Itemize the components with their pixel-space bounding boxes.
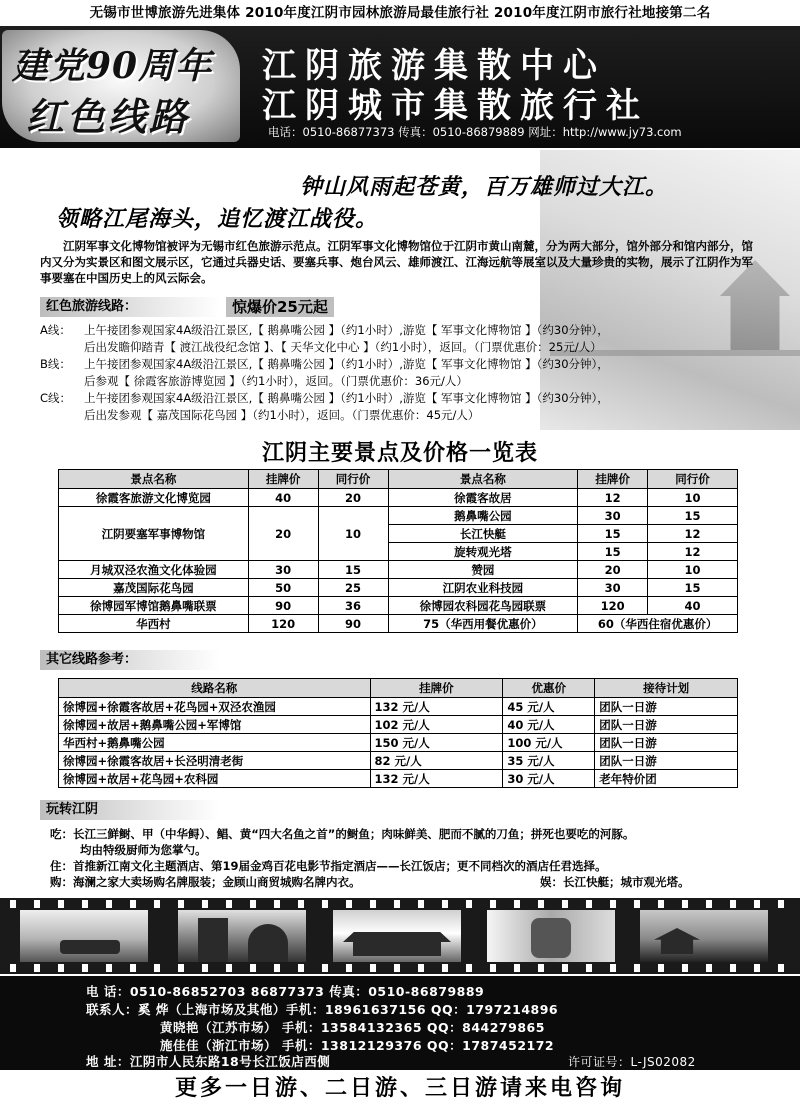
cell: 10 — [648, 561, 738, 579]
cell: 50 — [248, 579, 318, 597]
cell: 45 元/人 — [503, 698, 595, 716]
col-header: 挂牌价 — [248, 470, 318, 489]
cell: 20 — [318, 489, 388, 507]
cell: 120 — [248, 615, 318, 633]
col-header: 接待计划 — [595, 679, 738, 698]
slogan-line1: 钟山风雨起苍黄，百万雄师过大江。 — [300, 174, 669, 200]
header-contact: 电话：0510-86877373 传真：0510-86879889 网址：http://www.jy73.com — [268, 125, 682, 139]
film-holes-top — [0, 900, 800, 908]
org-name-2: 江阴城市集散旅行社 — [262, 86, 649, 126]
cell: 华西村 — [59, 615, 249, 633]
cell: 15 — [648, 579, 738, 597]
cell: 36 — [318, 597, 388, 615]
route-a-line1: A线： 上午接团参观国家4A级沿江景区,【 鹅鼻嘴公园 】（约1小时）,游览【 军事文化博物馆 】（约30分钟）， — [40, 323, 609, 337]
cell: 徐霞客故居 — [388, 489, 578, 507]
col-header: 景点名称 — [388, 470, 578, 489]
table-header-row — [59, 679, 738, 698]
honors-banner: 无锡市世博旅游先进集体 2010年度江阴市园林旅游局最佳旅行社 2010年度江阴市旅行社地接第二名 — [89, 5, 711, 21]
photo-stone-stele — [487, 910, 615, 962]
route-c-line1: C线： 上午接团参观国家4A级沿江景区,【 鹅鼻嘴公园 】（约1小时）,游览【 军事文化博物馆 】（约30分钟）， — [40, 391, 609, 405]
bottom-slogan: 更多一日游、二日游、三日游请来电咨询 — [174, 1076, 625, 1100]
cell: 12 — [648, 543, 738, 561]
cell: 团队一日游 — [595, 734, 738, 752]
table-row — [59, 561, 738, 579]
footer-contact-2: 黄晓艳（江苏市场） 手机：13584132365 QQ：844279865 — [160, 1020, 545, 1035]
cell: 20 — [248, 507, 318, 561]
cell: 赞园 — [388, 561, 578, 579]
table-row — [59, 734, 738, 752]
table-header-row — [59, 470, 738, 489]
cell: 老年特价团 — [595, 770, 738, 788]
col-header: 同行价 — [648, 470, 738, 489]
col-header: 同行价 — [318, 470, 388, 489]
cell: 徐博园+故居+鹅鼻嘴公园+军博馆 — [59, 716, 371, 734]
photo-film-strip — [0, 898, 800, 974]
cell: 60（华西住宿优惠价） — [578, 615, 738, 633]
cell: 月城双泾农渔文化体验园 — [59, 561, 249, 579]
col-header: 优惠价 — [503, 679, 595, 698]
cell: 12 — [648, 525, 738, 543]
table-row — [59, 507, 738, 525]
spots-table-title: 江阴主要景点及价格一览表 — [261, 441, 538, 466]
footer-address: 地 址：江阴市人民东路18号长江饭店西侧 — [86, 1054, 331, 1069]
cell: 华西村+鹅鼻嘴公园 — [59, 734, 371, 752]
cell: 90 — [318, 615, 388, 633]
stay-text: 住：首推新江南文化主题酒店、第19届金鸡百花电影节指定酒店——长江饭店；更不同档次的酒店任君选择。 — [50, 859, 607, 873]
cell: 12 — [578, 489, 648, 507]
col-header: 景点名称 — [59, 470, 249, 489]
photo-tower-sunset — [640, 910, 768, 962]
cell: 鹅鼻嘴公园 — [388, 507, 578, 525]
red-routes-list — [40, 322, 780, 424]
footer-contact — [0, 976, 800, 1070]
photo-pavilion — [333, 910, 461, 962]
cell: 旋转观光塔 — [388, 543, 578, 561]
cell: 35 元/人 — [503, 752, 595, 770]
header — [0, 26, 800, 148]
route-b-line1: B线： 上午接团参观国家4A级沿江景区,【 鹅鼻嘴公园 】（约1小时）,游览【 军事文化博物馆 】（约30分钟）， — [40, 357, 609, 371]
badge-line1: 建党90周年 — [12, 45, 213, 87]
cell: 75（华西用餐优惠价） — [388, 615, 578, 633]
table-row — [59, 579, 738, 597]
route-c-line2: 后出发参观【 嘉茂国际花鸟园 】（约1小时），返回。（门票优惠价：45元/人） — [84, 408, 480, 422]
cell: 30 — [578, 579, 648, 597]
cell: 100 元/人 — [503, 734, 595, 752]
table-row — [59, 752, 738, 770]
cell: 嘉茂国际花鸟园 — [59, 579, 249, 597]
cell: 徐博园+徐霞客故居+花鸟园+双泾农渔园 — [59, 698, 371, 716]
footer-contact-1: 联系人：奚 烨（上海市场及其他）手机：18961637156 QQ：1797214896 — [86, 1002, 559, 1017]
slogan-line2: 领略江尾海头，追忆渡江战役。 — [56, 206, 379, 232]
table-row — [59, 770, 738, 788]
route-b-line2: 后参观【 徐霞客旅游博览园 】（约1小时），返回。（门票优惠价：36元/人） — [84, 374, 468, 388]
cell: 20 — [578, 561, 648, 579]
cell: 120 — [578, 597, 648, 615]
table-row — [59, 597, 738, 615]
other-routes-tag: 其它线路参考： — [40, 650, 220, 670]
cell: 江阴要塞军事博物馆 — [59, 507, 249, 561]
cell: 102 元/人 — [370, 716, 503, 734]
cell: 徐博园军博馆鹅鼻嘴联票 — [59, 597, 249, 615]
cell: 徐博园+徐霞客故居+长泾明清老街 — [59, 752, 371, 770]
footer-license: 许可证号：L-JS02082 — [568, 1055, 696, 1069]
red-routes-tag: 红色旅游线路： — [40, 297, 220, 317]
eat-text: 吃：长江三鲜鲥、甲（中华鲟）、鲳、黄“四大名鱼之首”的鲥鱼；肉味鲜美、肥而不腻的刀鱼；拼死也要吃的河豚。 — [50, 827, 635, 841]
shop-text: 购：海澜之家大卖场购名牌服装；金顾山商贸城购名牌内衣。 — [50, 875, 361, 889]
play-tag: 玩转江阴 — [40, 800, 220, 820]
cell: 徐霞客旅游文化博览园 — [59, 489, 249, 507]
cell: 40 — [248, 489, 318, 507]
play-section — [50, 826, 770, 890]
footer-phone: 电 话：0510-86852703 86877373 传真：0510-86879889 — [86, 984, 485, 999]
cell: 40 元/人 — [503, 716, 595, 734]
cell: 徐博园农科园花鸟园联票 — [388, 597, 578, 615]
cell: 90 — [248, 597, 318, 615]
cell: 长江快艇 — [388, 525, 578, 543]
cell: 30 — [578, 507, 648, 525]
cell: 10 — [648, 489, 738, 507]
cell: 30 — [248, 561, 318, 579]
cell: 团队一日游 — [595, 698, 738, 716]
table-row — [59, 698, 738, 716]
cell: 江阴农业科技园 — [388, 579, 578, 597]
cell: 132 元/人 — [370, 770, 503, 788]
col-header: 挂牌价 — [370, 679, 503, 698]
table-row — [59, 615, 738, 633]
other-routes-table — [58, 678, 738, 788]
col-header: 挂牌价 — [578, 470, 648, 489]
cell: 团队一日游 — [595, 716, 738, 734]
footer-contact-3: 施佳佳（浙江市场） 手机：13812129376 QQ：1787452172 — [160, 1038, 555, 1053]
film-holes-bottom — [0, 964, 800, 972]
cell: 15 — [318, 561, 388, 579]
cell: 15 — [648, 507, 738, 525]
cell: 团队一日游 — [595, 752, 738, 770]
cell: 15 — [578, 543, 648, 561]
cell: 25 — [318, 579, 388, 597]
cell: 40 — [648, 597, 738, 615]
cell: 徐博园+故居+花鸟园+农科园 — [59, 770, 371, 788]
cell: 150 元/人 — [370, 734, 503, 752]
photo-trees — [178, 910, 306, 962]
photo-river-monument — [20, 910, 148, 962]
cell: 15 — [578, 525, 648, 543]
price-tag: 惊爆价25元起 — [226, 297, 334, 317]
table-row — [59, 489, 738, 507]
org-name-1: 江阴旅游集散中心 — [262, 46, 606, 86]
fun-text: 娱：长江快艇；城市观光塔。 — [540, 875, 690, 889]
spots-price-table — [58, 469, 738, 633]
cell: 30 元/人 — [503, 770, 595, 788]
col-header: 线路名称 — [59, 679, 371, 698]
cell: 82 元/人 — [370, 752, 503, 770]
cell: 132 元/人 — [370, 698, 503, 716]
table-row — [59, 716, 738, 734]
anniversary-badge — [2, 30, 240, 142]
route-a-line2: 后出发瞻仰踏青【 渡江战役纪念馆 】、【 天华文化中心 】（约1小时），返回。（门票优惠价：25元/人） — [84, 340, 602, 354]
badge-line2: 红色线路 — [26, 94, 191, 139]
eat-sub-text: 均由特级厨师为您掌勺。 — [80, 843, 207, 857]
museum-intro: 江阴军事文化博物馆被评为无锡市红色旅游示范点。江阴军事文化博物馆位于江阴市黄山南麓，分为两大部分，馆外部分和馆内部分，馆内又分为实景区和图文展示区，它通过兵器史话、要塞兵事、炮台风云、雄师渡江、江海远航等展室以及大量珍贵的实物，展示了江阴作为军事要塞在中国历史上的风云际会。 — [40, 239, 753, 285]
cell: 10 — [318, 507, 388, 561]
